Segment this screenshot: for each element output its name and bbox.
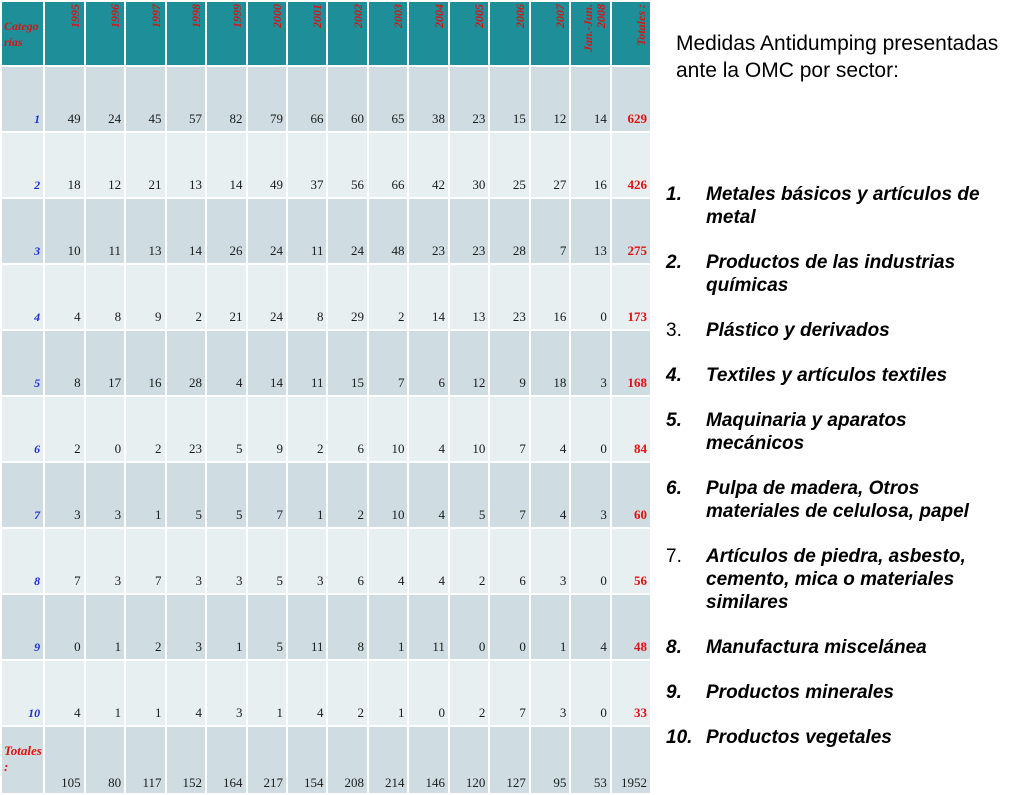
sector-number: 10.	[666, 727, 693, 748]
year-column-header	[408, 1, 448, 66]
value-cell: 4	[570, 594, 610, 660]
value-cell: 56	[327, 132, 367, 198]
value-cell: 0	[85, 396, 125, 462]
year-column-header	[166, 1, 206, 66]
sector-label: Productos de las industrias químicas	[706, 252, 956, 296]
sector-number: 1.	[666, 184, 682, 205]
row-total-cell: 426	[611, 132, 651, 198]
value-cell: 9	[247, 396, 287, 462]
value-cell: 18	[44, 132, 84, 198]
category-cell: 4	[1, 264, 44, 330]
value-cell: 21	[125, 132, 165, 198]
sector-panel	[666, 30, 1016, 748]
sector-label: Productos minerales	[706, 682, 894, 703]
value-cell: 6	[489, 528, 529, 594]
row-total-cell: 56	[611, 528, 651, 594]
year-header-label: 1999	[229, 4, 244, 28]
value-cell: 23	[449, 198, 489, 264]
year-column-header	[489, 1, 529, 66]
row-total-cell: 173	[611, 264, 651, 330]
year-header-label: 1995	[67, 4, 82, 28]
value-cell: 8	[327, 594, 367, 660]
value-cell: 4	[530, 396, 570, 462]
value-cell: 0	[570, 396, 610, 462]
value-cell: 0	[408, 660, 448, 726]
sector-label: Maquinaria y aparatos mecánicos	[706, 410, 907, 454]
value-cell: 3	[530, 528, 570, 594]
value-cell: 6	[408, 330, 448, 396]
sector-item	[666, 251, 1006, 297]
year-total-cell: 95	[530, 726, 570, 794]
value-cell: 29	[327, 264, 367, 330]
value-cell: 3	[44, 462, 84, 528]
year-column-header	[368, 1, 408, 66]
year-column-header	[287, 1, 327, 66]
value-cell: 2	[125, 396, 165, 462]
value-cell: 28	[166, 330, 206, 396]
year-total-cell: 217	[247, 726, 287, 794]
year-total-cell: 120	[449, 726, 489, 794]
sector-label: Plástico y derivados	[706, 320, 890, 341]
value-cell: 9	[489, 330, 529, 396]
row-total-cell: 168	[611, 330, 651, 396]
value-cell: 23	[166, 396, 206, 462]
value-cell: 79	[247, 66, 287, 132]
year-header-label: 2006	[512, 4, 527, 28]
year-column-header	[327, 1, 367, 66]
table-row	[1, 330, 651, 396]
value-cell: 5	[449, 462, 489, 528]
value-cell: 24	[247, 198, 287, 264]
value-cell: 9	[125, 264, 165, 330]
value-cell: 5	[166, 462, 206, 528]
table-row	[1, 198, 651, 264]
year-header-label: Jan.-Jun. 2008	[580, 4, 608, 53]
category-cell: 9	[1, 594, 44, 660]
value-cell: 48	[368, 198, 408, 264]
table-row	[1, 132, 651, 198]
value-cell: 13	[449, 264, 489, 330]
row-total-cell: 629	[611, 66, 651, 132]
year-column-header	[206, 1, 246, 66]
year-header-label: 2004	[431, 4, 446, 28]
row-total-cell: 33	[611, 660, 651, 726]
sector-item	[666, 477, 1006, 523]
year-column-header	[449, 1, 489, 66]
value-cell: 4	[44, 264, 84, 330]
value-cell: 49	[44, 66, 84, 132]
sector-label: Pulpa de madera, Otros materiales de celulosa, papel	[706, 478, 969, 522]
category-column-header: Categorías	[1, 1, 44, 66]
value-cell: 3	[166, 594, 206, 660]
table-row	[1, 594, 651, 660]
value-cell: 26	[206, 198, 246, 264]
value-cell: 1	[125, 462, 165, 528]
value-cell: 4	[287, 660, 327, 726]
value-cell: 3	[570, 462, 610, 528]
sector-item	[666, 726, 1006, 749]
value-cell: 1	[247, 660, 287, 726]
sector-label: Manufactura miscelánea	[706, 637, 927, 658]
value-cell: 8	[85, 264, 125, 330]
sector-list	[666, 183, 1006, 771]
value-cell: 11	[408, 594, 448, 660]
value-cell: 0	[570, 264, 610, 330]
value-cell: 2	[449, 660, 489, 726]
year-column-header	[530, 1, 570, 66]
value-cell: 1	[206, 594, 246, 660]
year-column-header	[85, 1, 125, 66]
value-cell: 1	[85, 594, 125, 660]
value-cell: 7	[489, 396, 529, 462]
value-cell: 66	[287, 66, 327, 132]
value-cell: 1	[368, 660, 408, 726]
value-cell: 14	[408, 264, 448, 330]
value-cell: 82	[206, 66, 246, 132]
sector-item	[666, 409, 1006, 455]
year-header-label: 2003	[391, 4, 406, 28]
row-total-cell: 60	[611, 462, 651, 528]
value-cell: 13	[125, 198, 165, 264]
value-cell: 27	[530, 132, 570, 198]
row-total-cell: 275	[611, 198, 651, 264]
value-cell: 10	[44, 198, 84, 264]
sector-item	[666, 681, 1006, 704]
value-cell: 38	[408, 66, 448, 132]
grand-total-cell: 1952	[611, 726, 651, 794]
year-header-label: 1998	[189, 4, 204, 28]
value-cell: 3	[206, 528, 246, 594]
year-header-label: 2001	[310, 4, 325, 28]
category-cell: 8	[1, 528, 44, 594]
value-cell: 2	[327, 660, 367, 726]
value-cell: 15	[327, 330, 367, 396]
year-column-header	[44, 1, 84, 66]
sector-label: Artículos de piedra, asbesto, cemento, mica o materiales similares	[706, 546, 966, 613]
value-cell: 8	[44, 330, 84, 396]
value-cell: 18	[530, 330, 570, 396]
year-column-header	[570, 1, 610, 66]
value-cell: 16	[125, 330, 165, 396]
year-header-label: 1997	[148, 4, 163, 28]
value-cell: 14	[570, 66, 610, 132]
value-cell: 14	[206, 132, 246, 198]
sector-label: Textiles y artículos textiles	[706, 365, 948, 386]
value-cell: 11	[287, 330, 327, 396]
year-total-cell: 117	[125, 726, 165, 794]
year-total-cell: 146	[408, 726, 448, 794]
sector-label: Metales básicos y artículos de metal	[706, 184, 980, 228]
year-column-header	[125, 1, 165, 66]
value-cell: 30	[449, 132, 489, 198]
value-cell: 66	[368, 132, 408, 198]
value-cell: 42	[408, 132, 448, 198]
value-cell: 0	[570, 660, 610, 726]
value-cell: 14	[166, 198, 206, 264]
table-header-row	[1, 1, 651, 66]
year-total-cell: 154	[287, 726, 327, 794]
value-cell: 11	[287, 198, 327, 264]
value-cell: 2	[44, 396, 84, 462]
value-cell: 24	[327, 198, 367, 264]
totals-column-header	[611, 1, 651, 66]
value-cell: 37	[287, 132, 327, 198]
sector-number: 8.	[666, 637, 682, 658]
value-cell: 12	[530, 66, 570, 132]
sector-item	[666, 545, 1006, 614]
value-cell: 12	[449, 330, 489, 396]
value-cell: 57	[166, 66, 206, 132]
value-cell: 28	[489, 198, 529, 264]
value-cell: 21	[206, 264, 246, 330]
year-total-cell: 214	[368, 726, 408, 794]
year-total-cell: 53	[570, 726, 610, 794]
value-cell: 4	[408, 396, 448, 462]
value-cell: 13	[570, 198, 610, 264]
value-cell: 1	[530, 594, 570, 660]
value-cell: 2	[166, 264, 206, 330]
year-header-label: 2007	[553, 4, 568, 28]
value-cell: 6	[327, 396, 367, 462]
value-cell: 8	[287, 264, 327, 330]
year-total-cell: 127	[489, 726, 529, 794]
value-cell: 4	[44, 660, 84, 726]
value-cell: 4	[408, 528, 448, 594]
category-cell: 10	[1, 660, 44, 726]
value-cell: 1	[287, 462, 327, 528]
value-cell: 5	[206, 396, 246, 462]
value-cell: 7	[125, 528, 165, 594]
value-cell: 1	[85, 660, 125, 726]
value-cell: 11	[287, 594, 327, 660]
value-cell: 7	[44, 528, 84, 594]
value-cell: 4	[408, 462, 448, 528]
category-cell: 6	[1, 396, 44, 462]
table-row	[1, 462, 651, 528]
value-cell: 7	[530, 198, 570, 264]
value-cell: 7	[489, 462, 529, 528]
value-cell: 3	[287, 528, 327, 594]
value-cell: 60	[327, 66, 367, 132]
year-total-cell: 164	[206, 726, 246, 794]
value-cell: 6	[327, 528, 367, 594]
panel-title: Medidas Antidumping presentadas ante la OMC por sector:	[676, 32, 999, 82]
value-cell: 4	[368, 528, 408, 594]
year-header-label: 1996	[108, 4, 123, 28]
sector-number: 6.	[666, 478, 682, 499]
sector-number: 5.	[666, 410, 682, 431]
value-cell: 49	[247, 132, 287, 198]
category-cell: 3	[1, 198, 44, 264]
sector-number: 7.	[666, 546, 682, 567]
row-total-cell: 84	[611, 396, 651, 462]
value-cell: 0	[449, 594, 489, 660]
value-cell: 5	[247, 594, 287, 660]
category-cell: 5	[1, 330, 44, 396]
year-total-cell: 80	[85, 726, 125, 794]
value-cell: 24	[85, 66, 125, 132]
value-cell: 45	[125, 66, 165, 132]
year-header-label: 2005	[472, 4, 487, 28]
value-cell: 3	[166, 528, 206, 594]
sector-number: 9.	[666, 682, 682, 703]
sector-item	[666, 364, 1006, 387]
value-cell: 4	[166, 660, 206, 726]
value-cell: 12	[85, 132, 125, 198]
value-cell: 11	[85, 198, 125, 264]
value-cell: 7	[247, 462, 287, 528]
value-cell: 16	[570, 132, 610, 198]
value-cell: 10	[368, 396, 408, 462]
sector-number: 4.	[666, 365, 682, 386]
value-cell: 15	[489, 66, 529, 132]
table-body	[1, 66, 651, 794]
totals-row	[1, 726, 651, 794]
sector-number: 3.	[666, 320, 682, 341]
value-cell: 65	[368, 66, 408, 132]
value-cell: 23	[408, 198, 448, 264]
year-header-label: 2000	[270, 4, 284, 28]
value-cell: 0	[570, 528, 610, 594]
sector-item	[666, 319, 1006, 342]
sector-item	[666, 636, 1006, 659]
value-cell: 3	[570, 330, 610, 396]
value-cell: 3	[206, 660, 246, 726]
row-total-cell: 48	[611, 594, 651, 660]
year-total-cell: 152	[166, 726, 206, 794]
value-cell: 3	[85, 462, 125, 528]
value-cell: 2	[368, 264, 408, 330]
table-row	[1, 396, 651, 462]
year-header-label: 2002	[350, 4, 365, 28]
value-cell: 0	[489, 594, 529, 660]
category-cell: 1	[1, 66, 44, 132]
year-total-cell: 208	[327, 726, 367, 794]
value-cell: 13	[166, 132, 206, 198]
value-cell: 10	[449, 396, 489, 462]
value-cell: 2	[125, 594, 165, 660]
value-cell: 16	[530, 264, 570, 330]
value-cell: 7	[489, 660, 529, 726]
value-cell: 1	[125, 660, 165, 726]
year-column-header	[247, 1, 287, 66]
value-cell: 5	[247, 528, 287, 594]
table-row	[1, 264, 651, 330]
value-cell: 3	[530, 660, 570, 726]
value-cell: 3	[85, 528, 125, 594]
value-cell: 5	[206, 462, 246, 528]
value-cell: 17	[85, 330, 125, 396]
value-cell: 1	[368, 594, 408, 660]
sector-number: 2.	[666, 252, 682, 273]
value-cell: 24	[247, 264, 287, 330]
totals-label-cell: Totales :	[1, 726, 44, 794]
value-cell: 23	[489, 264, 529, 330]
value-cell: 4	[530, 462, 570, 528]
value-cell: 10	[368, 462, 408, 528]
value-cell: 7	[368, 330, 408, 396]
table-row	[1, 66, 651, 132]
value-cell: 0	[44, 594, 84, 660]
value-cell: 14	[247, 330, 287, 396]
value-cell: 23	[449, 66, 489, 132]
value-cell: 2	[449, 528, 489, 594]
value-cell: 2	[287, 396, 327, 462]
table-row	[1, 528, 651, 594]
year-total-cell: 105	[44, 726, 84, 794]
value-cell: 25	[489, 132, 529, 198]
category-cell: 2	[1, 132, 44, 198]
value-cell: 2	[327, 462, 367, 528]
sector-item	[666, 183, 1006, 229]
totals-header-label: Totales :	[634, 4, 648, 46]
sector-label: Productos vegetales	[706, 727, 892, 748]
category-cell: 7	[1, 462, 44, 528]
value-cell: 4	[206, 330, 246, 396]
table-row	[1, 660, 651, 726]
